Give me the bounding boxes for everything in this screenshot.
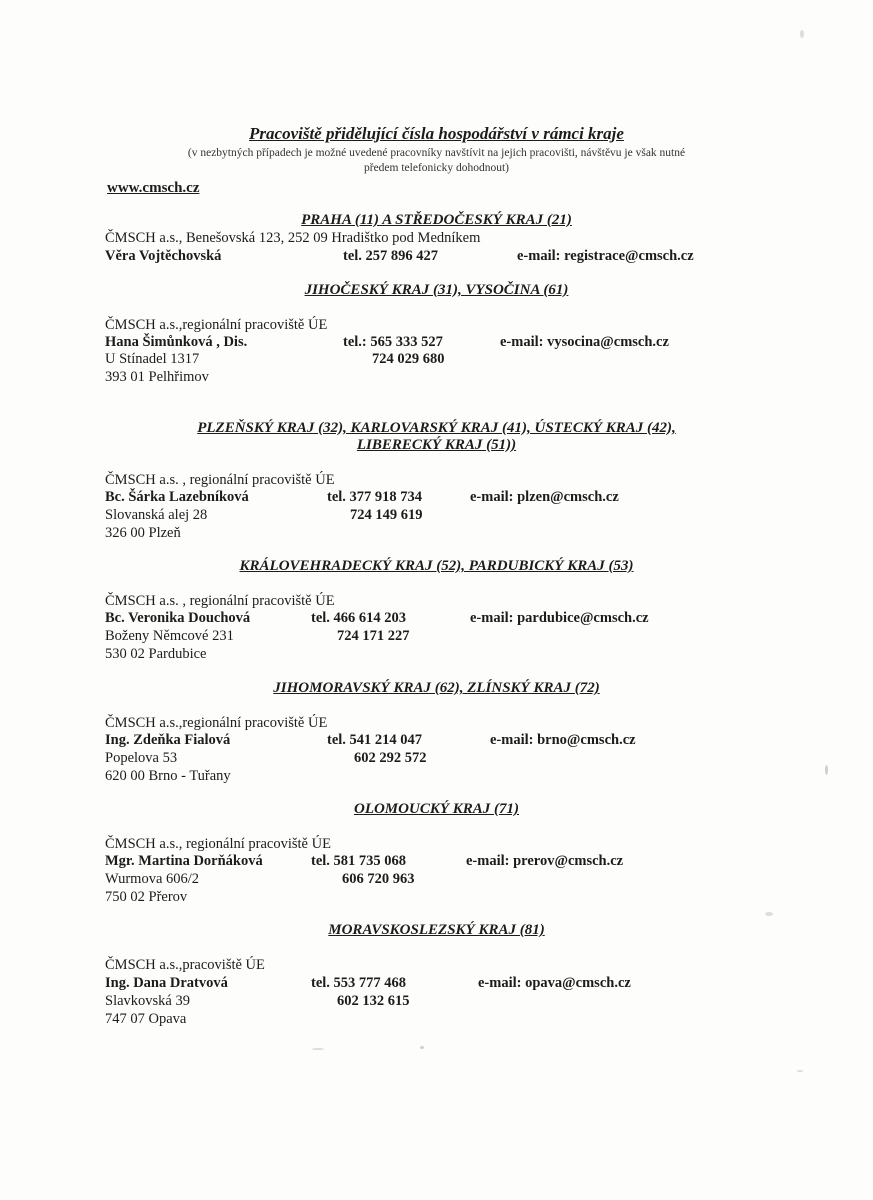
city-address: 620 00 Brno - Tuřany	[105, 768, 231, 784]
document-title: Pracoviště přidělující čísla hospodářství v rámci kraje	[249, 124, 624, 143]
phone-number-2: 724 171 227	[337, 628, 410, 644]
visit-note-line-1: (v nezbytných případech je možné uvedené pracovníky navštívit na jejich pracovišti, návštěvu je však nutné	[187, 147, 686, 159]
scan-speck	[312, 1048, 324, 1050]
phone-number: tel.: 565 333 527	[343, 334, 443, 350]
phone-number: tel. 581 735 068	[311, 853, 407, 869]
scan-speck	[800, 30, 804, 38]
street-address: Boženy Němcové 231	[105, 628, 234, 644]
org-line: ČMSCH a.s., regionální pracoviště ÚE	[105, 836, 331, 852]
phone-number: tel. 541 214 047	[327, 732, 423, 748]
contact-person: Věra Vojtěchovská	[105, 248, 222, 264]
phone-number: tel. 466 614 203	[311, 610, 407, 626]
city-address: 750 02 Přerov	[105, 889, 188, 905]
city-address: 747 07 Opava	[105, 1011, 187, 1027]
email-address[interactable]: e-mail: opava@cmsch.cz	[478, 975, 631, 991]
phone-number-2: 602 292 572	[354, 750, 427, 766]
contact-person: Ing. Dana Dratvová	[105, 975, 228, 991]
contact-person: Bc. Veronika Douchová	[105, 610, 251, 626]
org-line: ČMSCH a.s. , regionální pracoviště ÚE	[105, 593, 335, 609]
phone-number: tel. 257 896 427	[343, 248, 439, 264]
phone-number-2: 724 149 619	[350, 507, 423, 523]
scan-speck	[797, 1070, 803, 1072]
street-address: Popelova 53	[105, 750, 178, 766]
street-address: Slovanská alej 28	[105, 507, 208, 523]
street-address: U Stínadel 1317	[105, 351, 200, 367]
city-address: 393 01 Pelhřimov	[105, 369, 209, 385]
phone-number-2: 602 132 615	[337, 993, 410, 1009]
section-heading-plzensky: PLZEŇSKÝ KRAJ (32), KARLOVARSKÝ KRAJ (41), ÚSTECKÝ KRAJ (42),	[197, 420, 676, 436]
section-heading-praha: PRAHA (11) A STŘEDOČESKÝ KRAJ (21)	[301, 212, 572, 228]
visit-note-line-2: předem telefonicky dohodnout)	[364, 162, 509, 174]
contact-person: Ing. Zdeňka Fialová	[105, 732, 231, 748]
section-heading-moravskoslezsky: MORAVSKOSLEZSKÝ KRAJ (81)	[328, 922, 545, 938]
email-address[interactable]: e-mail: plzen@cmsch.cz	[470, 489, 619, 505]
email-address[interactable]: e-mail: brno@cmsch.cz	[490, 732, 636, 748]
street-address: Wurmova 606/2	[105, 871, 200, 887]
phone-number-2: 724 029 680	[372, 351, 445, 367]
contact-person: Mgr. Martina Dorňáková	[105, 853, 263, 869]
section-heading-kralovehradecky: KRÁLOVEHRADECKÝ KRAJ (52), PARDUBICKÝ KRAJ (53)	[239, 558, 634, 574]
email-address[interactable]: e-mail: pardubice@cmsch.cz	[470, 610, 649, 626]
phone-number: tel. 377 918 734	[327, 489, 423, 505]
email-address[interactable]: e-mail: registrace@cmsch.cz	[517, 248, 694, 264]
email-address[interactable]: e-mail: vysocina@cmsch.cz	[500, 334, 669, 350]
section-heading-plzensky-line-2: LIBERECKÝ KRAJ (51))	[356, 437, 517, 453]
email-address[interactable]: e-mail: prerov@cmsch.cz	[466, 853, 624, 869]
street-address: Slavkovská 39	[105, 993, 190, 1009]
phone-number-2: 606 720 963	[342, 871, 415, 887]
phone-number: tel. 553 777 468	[311, 975, 407, 991]
org-line: ČMSCH a.s., Benešovská 123, 252 09 Hradištko pod Medníkem	[105, 230, 481, 246]
section-heading-olomoucky: OLOMOUCKÝ KRAJ (71)	[353, 801, 519, 817]
scan-speck	[825, 765, 828, 775]
org-line: ČMSCH a.s.,regionální pracoviště ÚE	[105, 715, 328, 731]
scan-speck	[420, 1046, 424, 1049]
contact-person: Hana Šimůnková , Dis.	[105, 334, 248, 350]
section-heading-jihomoravsky: JIHOMORAVSKÝ KRAJ (62), ZLÍNSKÝ KRAJ (72)	[273, 680, 600, 696]
city-address: 326 00 Plzeň	[105, 525, 181, 541]
city-address: 530 02 Pardubice	[105, 646, 207, 662]
org-line: ČMSCH a.s.,regionální pracoviště ÚE	[105, 317, 328, 333]
website-link[interactable]: www.cmsch.cz	[107, 180, 200, 196]
org-line: ČMSCH a.s. , regionální pracoviště ÚE	[105, 472, 335, 488]
org-line: ČMSCH a.s.,pracoviště ÚE	[105, 957, 265, 973]
scan-speck	[765, 912, 773, 916]
section-heading-jihocesky: JIHOČESKÝ KRAJ (31), VYSOČINA (61)	[304, 282, 569, 298]
contact-person: Bc. Šárka Lazebníková	[105, 489, 249, 505]
